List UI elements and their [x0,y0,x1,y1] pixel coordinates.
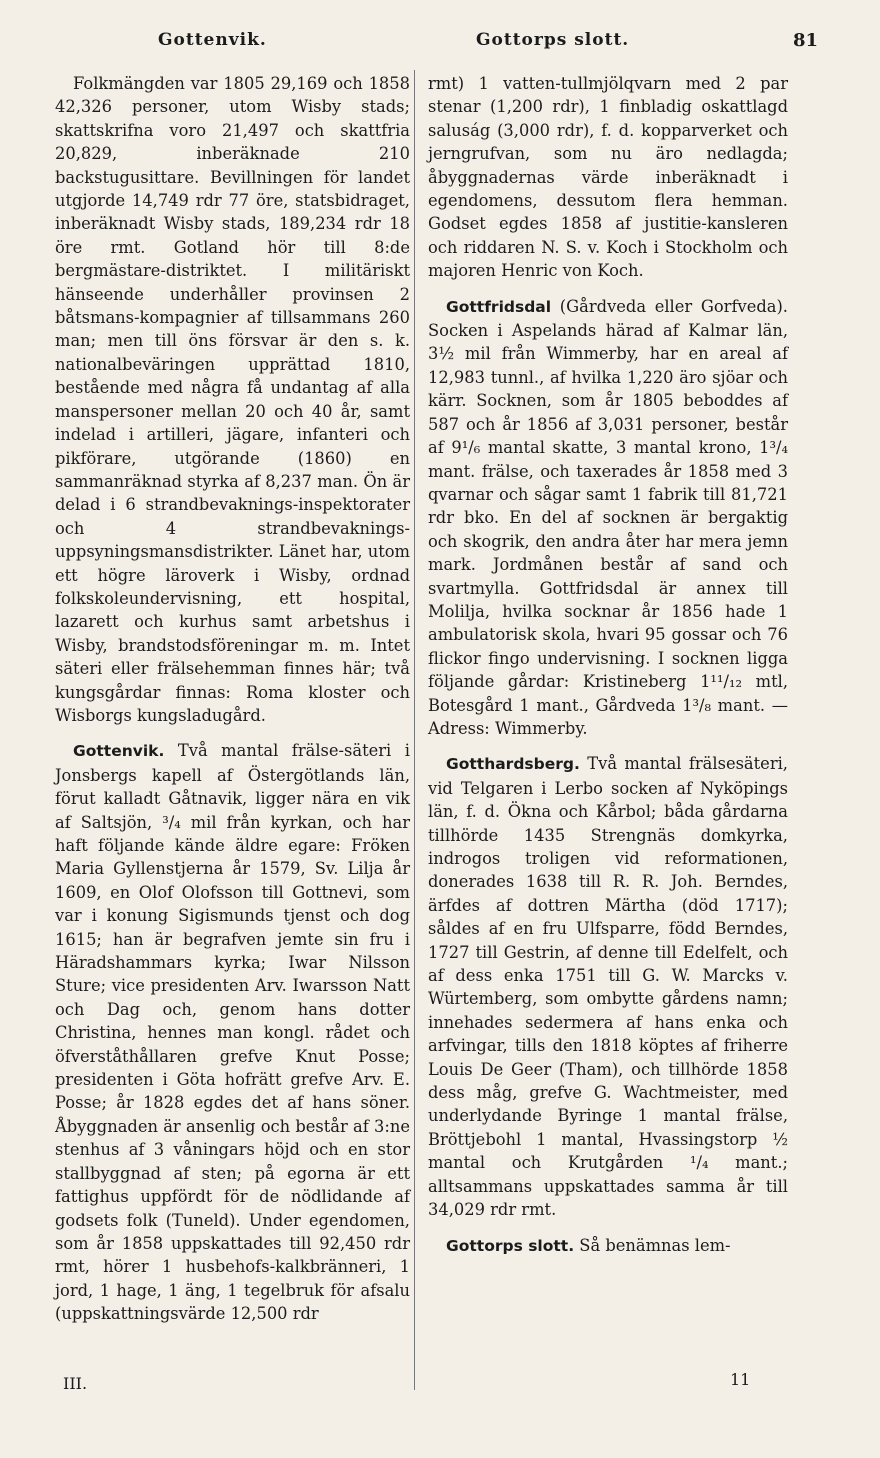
column-divider [414,70,415,1390]
entry-headword: Gottorps slott. [446,1236,575,1255]
entry-text: Så benämnas lem- [579,1235,731,1255]
entry-headword: Gottfridsdal [446,297,552,316]
entry-text: Två mantal frälse-säteri i Jonsbergs kapell af Östergötlands län, förut kalladt Gåtnavik, ligger nära en vik af Saltsjön, ³/₄ mil från kyrkan, och har haft följande kände äldre egare: Fröken Maria Gyllenstjerna år 1579, Sv. Lilja år 1609, en Olof Olofsson till Gottnevi, som var i konung Sigismunds tjenst och dog 1615; han är begrafven jemte sin fru i Häradshammars kyrka; Iwar Nilsson Sture; vice presidenten Arv. Iwarsson Natt och Dag och, genom hans dotter Christina, hennes man kongl. rådet och öfverståthållaren grefve Knut Posse; presidenten i Göta hofrätt grefve Arv. E. Posse; år 1828 egdes det af hans söner. Åbyggnaden är ansenlig och består af 3:ne stenhus af 3 våningars höjd och en stor stallbyggnad af sten; på egorna är ett fattighus uppfördt för de nödlidande af godsets folk (Tuneld). Under egendomen, som år 1858 uppskattades till 92,450 rdr rmt, hörer 1 husbehofs-kalkbränneri, 1 jord, 1 hage, 1 äng, 1 tegelbruk för afsalu (uppskattningsvärde 12,500 rdr [55,741,410,1324]
population-paragraph: Folkmängden var 1805 29,169 och 1858 42,326 personer, utom Wisby stads; skattskrifna voro 21,497 och skattfria 20,829, inberäknade 210 backstugusittare. Bevillningen för landet utgjorde 14,749 rdr 77 öre, statsbidraget, inberäknadt Wisby stads, 189,234 rdr 18 öre rmt. Gotland hör till 8:de bergmästare-distriktet. I militäriskt hänseende underhåller provinsen 2 båtsmans-kompagnier af tillsammans 260 man; men till öns försvar är den s. k. nationalbeväringen upprättad 1810, bestående med några få undantag af alla manspersoner mellan 20 och 40 år, samt indelad i artilleri, jägare, infanteri och pikförare, utgörande (1860) en sammanräknad styrka af 8,237 man. Ön är delad i 6 strandbevaknings-inspektorater och 4 strandbevaknings-uppsyningsmansdistrikter. Länet har, utom ett högre läroverk i Wisby, ordnad folkskoleundervisning, ett hospital, lazarett och kurhus samt arbetshus i Wisby, brandstodsföreningar m. m. Intet säteri eller frälsehemman finnes här; två kungsgårdar finnas: Roma kloster och Wisborgs kungsladugård. [55,74,410,725]
entry-gotthardsberg [428,752,788,1221]
entry-gottenvik [55,739,410,1325]
continuation-paragraph: rmt) 1 vatten-tullmjölqvarn med 2 par stenar (1,200 rdr), 1 finbladig oskattlagd saluság (3,000 rdr), f. d. kopparverket och jerngrufvan, som nu äro nedlagda; åbyggnadernas värde inberäknadt i egendomens, dessutom flera hemman. Godset egdes 1858 af justitie-kansleren och riddaren N. S. v. Koch i Stockholm och majoren Henric von Koch. [428,74,788,281]
right-column [428,72,788,1258]
page-header [40,30,840,58]
entry-gottfridsdal [428,295,788,741]
entry-text: (Gårdveda eller Gorfveda). Socken i Aspelands härad af Kalmar län, 3½ mil från Wimmerby, har en areal af 12,983 tunnl., af hvilka 1,220 äro sjöar och kärr. Socknen, som år 1805 beboddes af 587 och år 1856 af 3,031 personer, består af 9¹/₆ mantal skatte, 3 mantal krono, 1³/₄ mant. frälse, och taxerades år 1858 med 3 qvarnar och sågar samt 1 fabrik till 81,721 rdr bko. En del af socknen är bergaktig och skogrik, den andra åter har mera jemn mark. Jordmånen består af sand och svartmylla. Gottfridsdal är annex till Molilja, hvilka socknar år 1856 hade 1 ambulatorisk skola, hvari 95 gossar och 76 flickor fingo undervisning. I socknen ligga följande gårdar: Kristineberg 1¹¹/₁₂ mtl, Botesgård 1 mant., Gårdveda 1³/₈ mant. — Adress: Wimmerby. [428,296,788,738]
running-head-left: Gottenvik. [158,30,267,50]
signature-mark: III. [63,1374,88,1393]
signature-number: 11 [730,1370,751,1389]
entry-gottorps [428,1234,788,1258]
entry-headword: Gottenvik. [73,742,165,761]
entry-text: Två mantal frälsesäteri, vid Telgaren i Lerbo socken af Nyköpings län, f. d. Ökna och Kårbol; båda gårdarna tillhörde 1435 Strengnäs domkyrka, indrogos troligen vid reformationen, donerades 1638 till R. R. Joh. Berndes, ärfdes af dottren Märtha (död 1717); såldes af en fru Ulfsparre, född Berndes, 1727 till Gestrin, af denne till Edelfelt, och af dess enka 1751 till G. W. Marcks v. Würtemberg, som ombytte gårdens namn; innehades sedermera af hans enka och arfvingar, tills den 1818 köptes af friherre Louis De Geer (Tham), och tillhörde 1858 dess måg, grefve G. Wachtmeister, med underlydande Byringe 1 mantal frälse, Bröttjebohl 1 mantal, Hvassingstorp ½ mantal och Krutgården ¹/₄ mant.; alltsammans uppskattades samma år till 34,029 rdr rmt. [428,754,788,1220]
entry-headword: Gotthardsberg. [446,755,580,774]
running-head-right: Gottorps slott. [476,30,630,50]
left-column [55,72,410,1326]
page-number: 81 [792,30,818,51]
